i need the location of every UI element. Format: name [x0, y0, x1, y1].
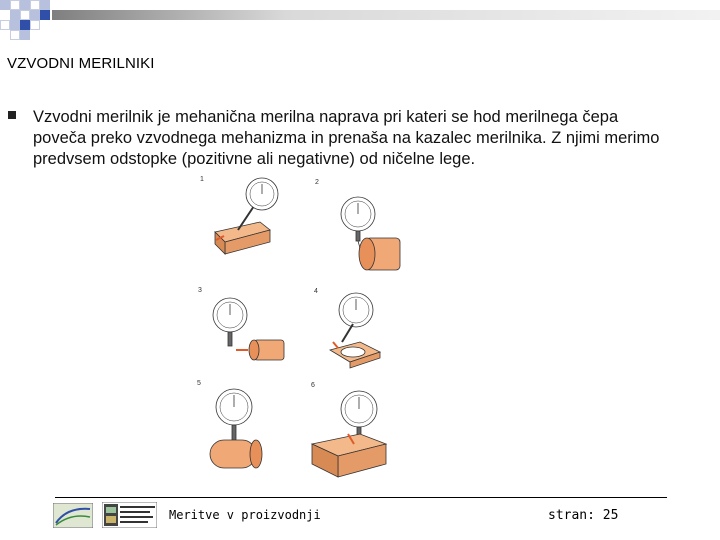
figure-label-3: 3: [198, 287, 202, 294]
figure-5: [210, 389, 262, 468]
footer-page-number: stran: 25: [548, 508, 619, 523]
figure-2: [341, 197, 400, 270]
bullet-marker: [8, 111, 16, 119]
figure-3: [213, 298, 284, 360]
figure-1: [215, 178, 278, 254]
figure-label-4: 4: [314, 288, 318, 295]
figure-4: [330, 293, 380, 368]
footer-course-title: Meritve v proizvodnji: [169, 508, 321, 522]
school-logo-icon: [53, 503, 93, 528]
footer-divider: [55, 497, 667, 498]
bullet-text: Vzvodni merilnik je mehanična merilna naprava pri kateri se hod merilnega čepa poveča preko vzvodnega mehanizma in prenaša na kazalec merilnika. Z njimi merimo predvsem odstopke (pozitivne ali negativne) od ničelne lege.: [33, 108, 660, 168]
figure-6: [312, 391, 386, 477]
header-decoration: [0, 0, 720, 44]
laboratory-logo-icon: [102, 502, 157, 528]
figure-label-2: 2: [315, 179, 319, 186]
figure-label-1: 1: [200, 176, 204, 183]
dial-indicator-illustrations: [190, 172, 420, 482]
slide-title: VZVODNI MERILNIKI: [7, 55, 155, 72]
figure-label-5: 5: [197, 380, 201, 387]
figure-label-6: 6: [311, 382, 315, 389]
